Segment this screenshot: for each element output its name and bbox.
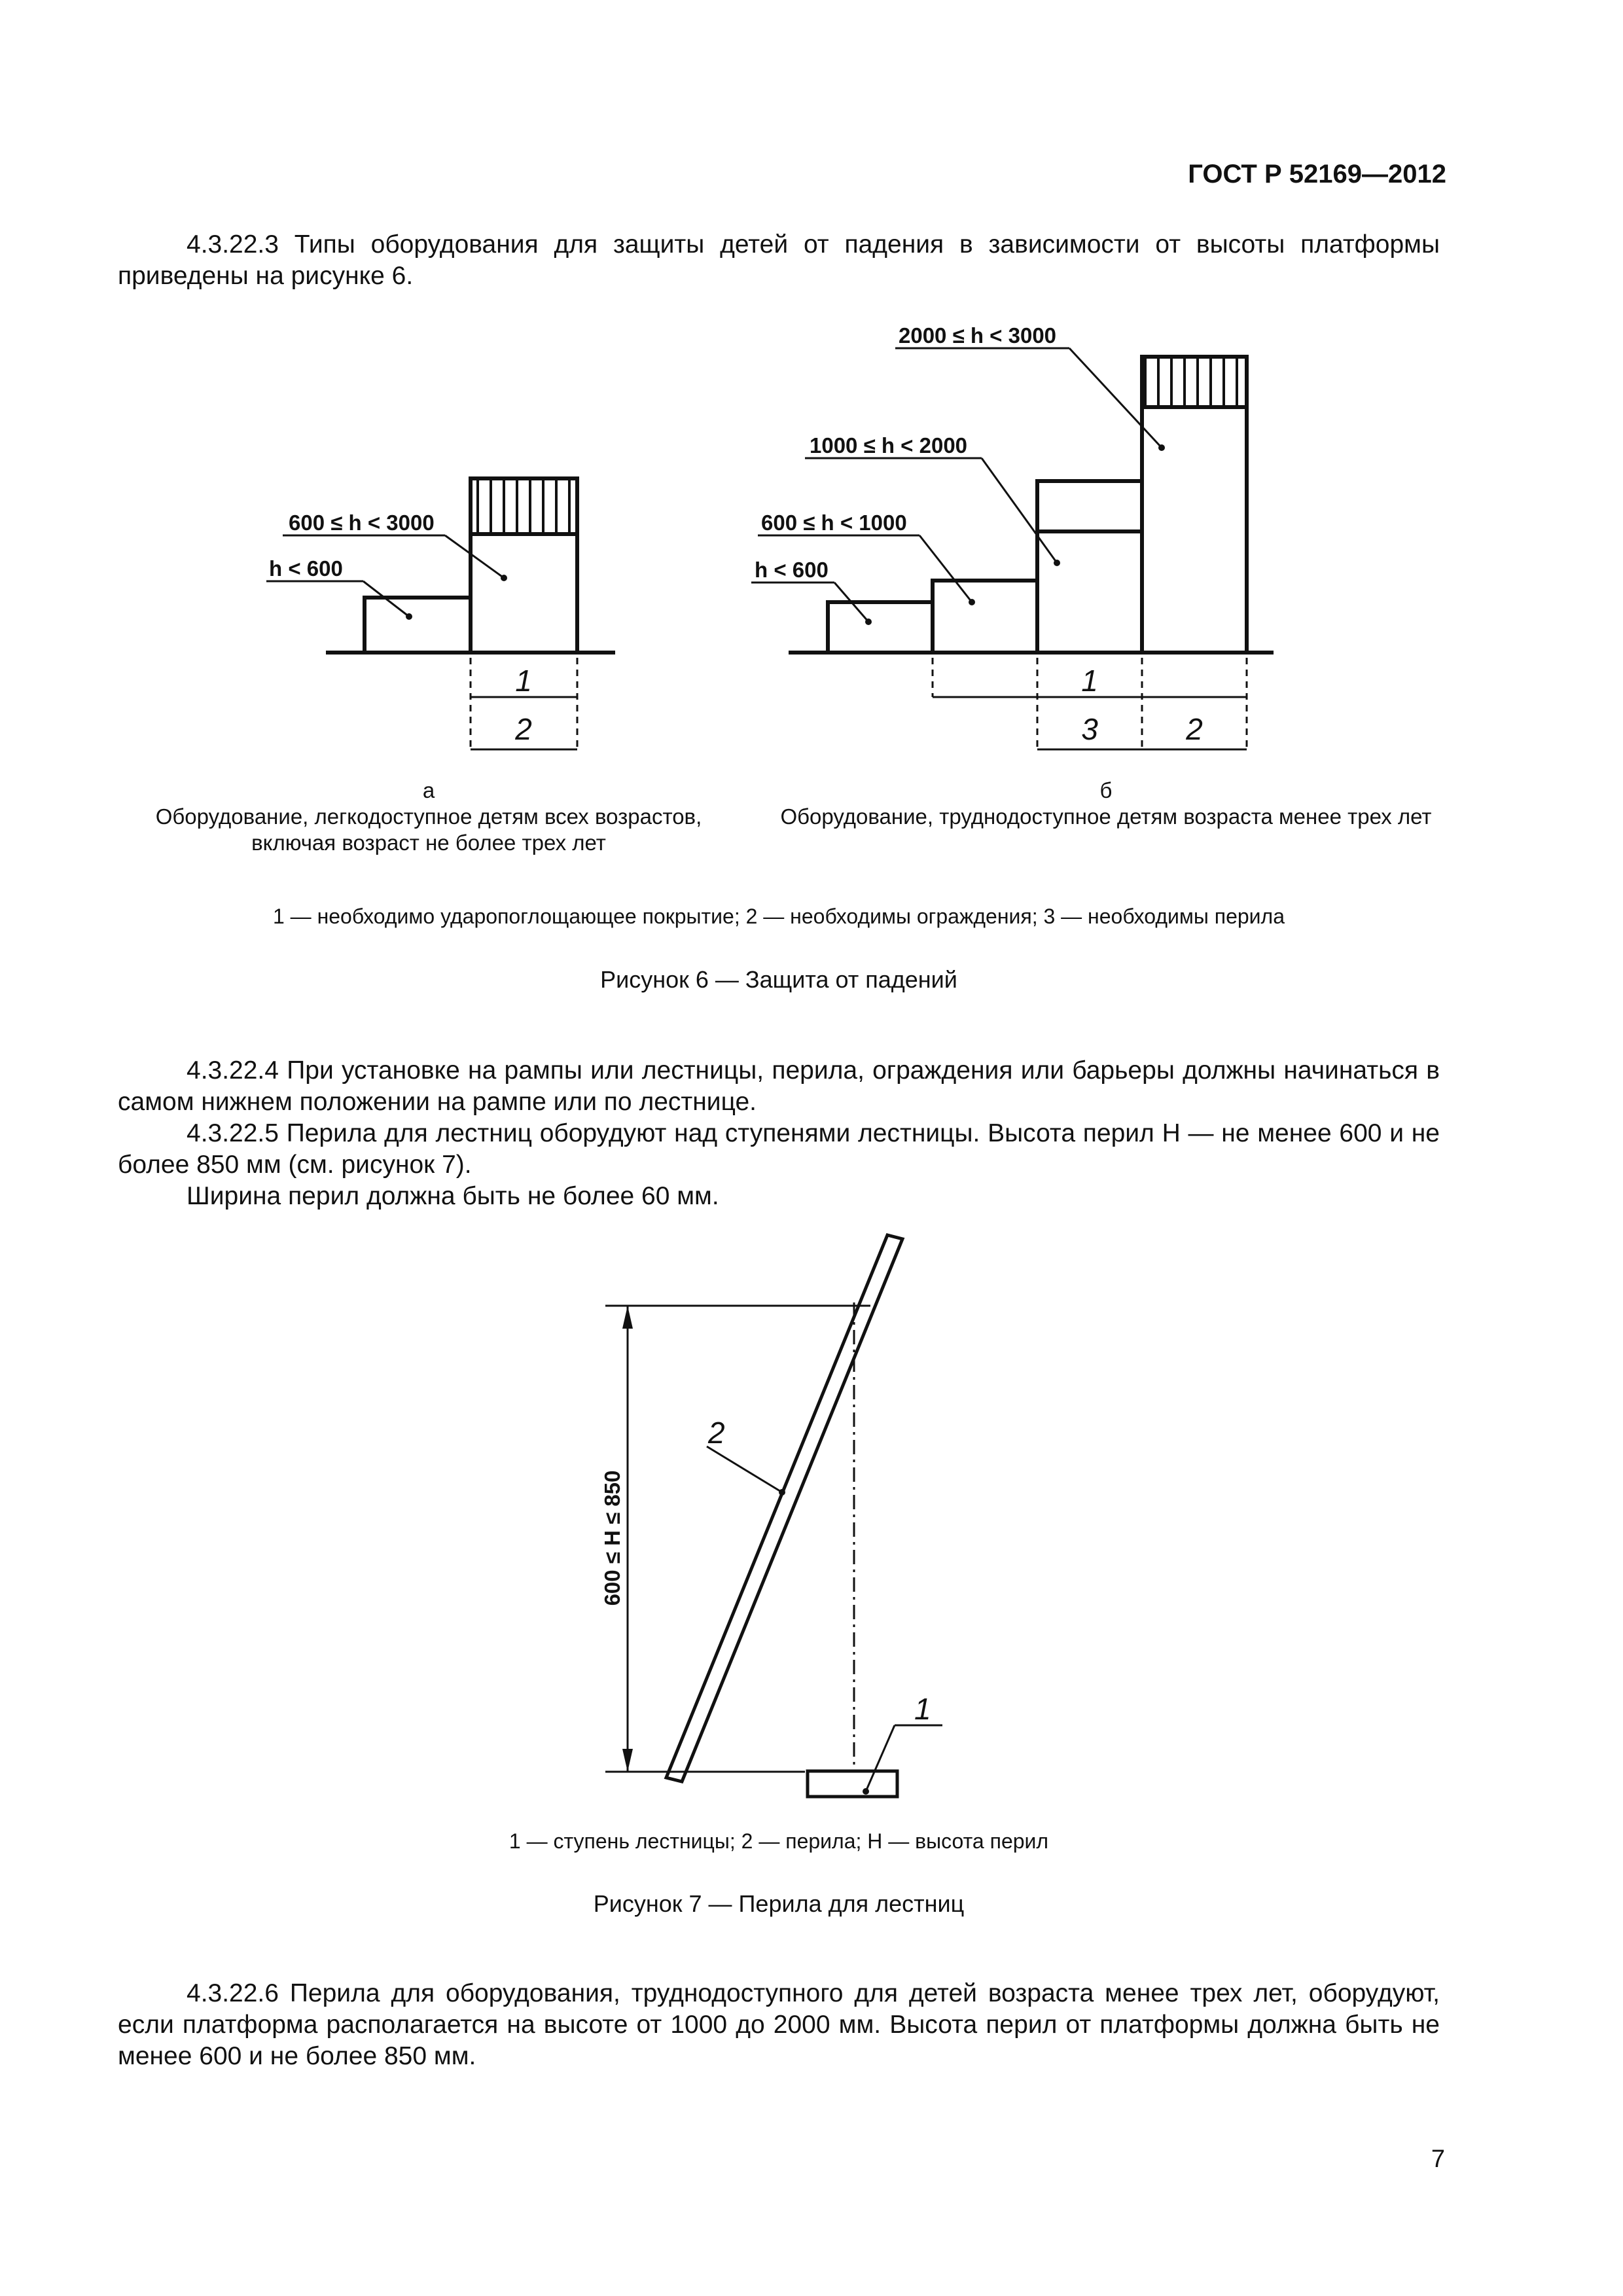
paragraph-4-3-22-4: 4.3.22.4 При установке на рампы или лестницы, перила, ограждения или барьеры должны начинаться в самом нижнем положении на рампе или по лестнице. [118, 1056, 1440, 1116]
figure-7-legend: 1 — ступень лестницы; 2 — перила; H — высота перил [508, 1829, 1049, 1853]
guard-b [1142, 357, 1247, 407]
figure-6a-caption: Оборудование, легкодоступное детям всех возрастов, включая возраст не более трех лет [155, 804, 702, 855]
stair-step [808, 1771, 897, 1797]
paragraph-width: Ширина перил должна быть не более 60 мм. [187, 1182, 719, 1210]
label-b-l4: h < 600 [755, 558, 829, 582]
page-number: 7 [1431, 2145, 1445, 2173]
dimension-label-H: 600 ≤ H ≤ 850 [600, 1470, 624, 1606]
handrail-b [1037, 481, 1142, 531]
mark-step: 1 [914, 1692, 931, 1726]
label-a-lower: h < 600 [269, 556, 343, 581]
guard-a [471, 478, 577, 534]
mark-b-3: 3 [1081, 712, 1098, 746]
figure-7-drawing [0, 1224, 1623, 1800]
figure-6-legend: 1 — необходимо ударопоглощающее покрытие; 2 — необходимы ограждения; 3 — необходимы перила [272, 905, 1285, 928]
figure-7-title: Рисунок 7 — Перила для лестниц [593, 1890, 965, 1917]
mark-a-2: 2 [515, 712, 532, 746]
mark-rail: 2 [708, 1416, 725, 1450]
platform-high-a [471, 534, 577, 653]
paragraph-text: 4.3.22.6 Перила для оборудования, труднодоступного для детей возраста менее трех лет, оборудуют, если платформа располагается на высоте от 1000 до 2000 мм. Высота перил от платформы должна быть не менее 600 и не более 850 мм. [118, 1979, 1440, 2070]
paragraphs-4-3-22-4-5 [118, 1055, 1440, 1212]
figure-6b-label [779, 778, 1433, 830]
platform-1-b [828, 602, 933, 653]
label-a-upper: 600 ≤ h < 3000 [289, 511, 435, 535]
platform-3-b [1037, 531, 1142, 653]
figure-6a-label [128, 778, 730, 856]
mark-a-1: 1 [515, 664, 532, 698]
handrail-rail [666, 1235, 902, 1782]
figure-6b-caption: Оборудование, труднодоступное детям возраста менее трех лет [780, 804, 1432, 829]
document-header: ГОСТ Р 52169—2012 [1188, 160, 1446, 188]
label-b-l2: 1000 ≤ h < 2000 [810, 433, 968, 457]
label-b-l3: 600 ≤ h < 1000 [761, 511, 907, 535]
figure-6b-letter: б [1099, 778, 1113, 802]
figure-6-title: Рисунок 6 — Защита от падений [600, 966, 957, 993]
mark-b-1: 1 [1081, 664, 1098, 698]
figure-6-drawing [0, 308, 1623, 798]
paragraph-text: 4.3.22.3 Типы оборудования для защиты детей от падения в зависимости от высоты платформы приведены на рисунке 6. [118, 230, 1440, 290]
platform-low-a [365, 598, 471, 653]
paragraph-4-3-22-3 [118, 229, 1440, 292]
label-b-l1: 2000 ≤ h < 3000 [899, 323, 1057, 348]
paragraph-4-3-22-5: 4.3.22.5 Перила для лестниц оборудуют над ступенями лестницы. Высота перил H — не менее 600 и не более 850 мм (см. рисунок 7). [118, 1119, 1440, 1179]
paragraph-4-3-22-6 [118, 1978, 1440, 2072]
figure-6a-letter: а [422, 778, 435, 802]
platform-2-b [933, 581, 1037, 653]
mark-b-2: 2 [1186, 712, 1203, 746]
